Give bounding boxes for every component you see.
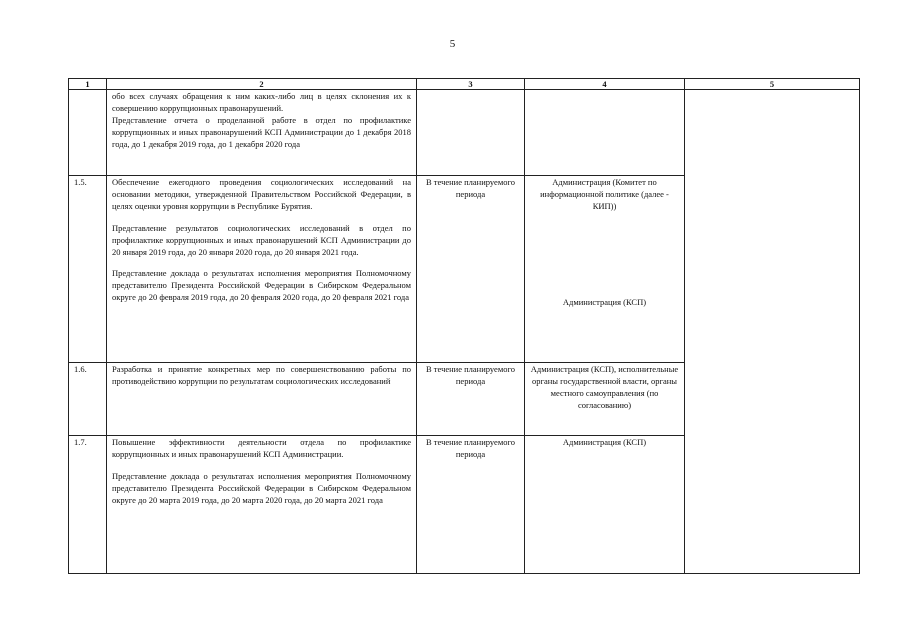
row-number: 1.5. bbox=[69, 176, 107, 363]
row-number bbox=[69, 90, 107, 176]
activity-plan-table bbox=[68, 78, 860, 574]
activity-text bbox=[107, 363, 417, 436]
row-number: 1.7. bbox=[69, 436, 107, 574]
activity-paragraph: обо всех случаях обращения к ним каких-либо лиц в целях склонения их к совершению коррупционных правонарушений. bbox=[112, 91, 411, 113]
activity-text bbox=[107, 436, 417, 574]
activity-paragraph: Повышение эффективности деятельности отдела по профилактике коррупционных и иных правонарушений КСП Администрации. bbox=[112, 437, 411, 459]
column-header-5: 5 bbox=[685, 79, 860, 90]
table-header-row bbox=[69, 79, 860, 90]
activity-text bbox=[107, 176, 417, 363]
column-header-2: 2 bbox=[107, 79, 417, 90]
column-header-1: 1 bbox=[69, 79, 107, 90]
column-header-3: 3 bbox=[417, 79, 525, 90]
page-number: 5 bbox=[449, 38, 456, 50]
term-cell: В течение планируемого периода bbox=[417, 176, 525, 363]
term-cell: В течение планируемого периода bbox=[417, 363, 525, 436]
responsible-cell: Администрация (КСП) bbox=[525, 436, 685, 574]
activity-paragraph: Обеспечение ежегодного проведения социологических исследований на основании методики, утвержденной Правительством Российской Федерации, в целях оценки уровня коррупции в Республике Бурятия. bbox=[112, 177, 411, 211]
responsible-text: Администрация (Комитет по информационной политике (далее - КИП)) bbox=[540, 177, 669, 211]
table-row bbox=[69, 90, 860, 176]
activity-paragraph: Представление результатов социологических исследований в отдел по профилактике коррупционных и иных правонарушений КСП Администрации до 20 января 2019 года, до 20 января 2020 года, до 20 января 2021 года. bbox=[112, 222, 411, 257]
term-cell: В течение планируемого периода bbox=[417, 436, 525, 574]
activity-paragraph: Разработка и принятие конкретных мер по совершенствованию работы по противодействию коррупции по результатам социологических исследований bbox=[112, 364, 411, 386]
note-cell bbox=[685, 90, 860, 574]
responsible-cell bbox=[525, 90, 685, 176]
activity-paragraph: Представление доклада о результатах исполнения мероприятия Полномочному представителю Президента Российской Федерации в Сибирском Федеральном округе до 20 февраля 2019 года, до 20 февраля 2020 года, до 20 февраля 2021 года bbox=[112, 268, 411, 303]
activity-paragraph: Представление доклада о результатах исполнения мероприятия Полномочному представителю Президента Российской Федерации в Сибирском Федеральном округе до 20 марта 2019 года, до 20 марта 2020 года, до 20 марта 2021 года bbox=[112, 470, 411, 505]
responsible-cell: Администрация (КСП), исполнительные органы государственной власти, органы местного самоуправления (по согласованию) bbox=[525, 363, 685, 436]
column-header-4: 4 bbox=[525, 79, 685, 90]
activity-paragraph: Представление отчета о проделанной работе в отдел по профилактике коррупционных и иных правонарушений КСП Администрации до 1 декабря 2018 года, до 1 декабря 2019 года, до 1 декабря 2020 года bbox=[112, 114, 411, 149]
responsible-text: Администрация (КСП) bbox=[562, 296, 647, 307]
responsible-cell bbox=[525, 176, 685, 363]
row-number: 1.6. bbox=[69, 363, 107, 436]
activity-text bbox=[107, 90, 417, 176]
term-cell bbox=[417, 90, 525, 176]
